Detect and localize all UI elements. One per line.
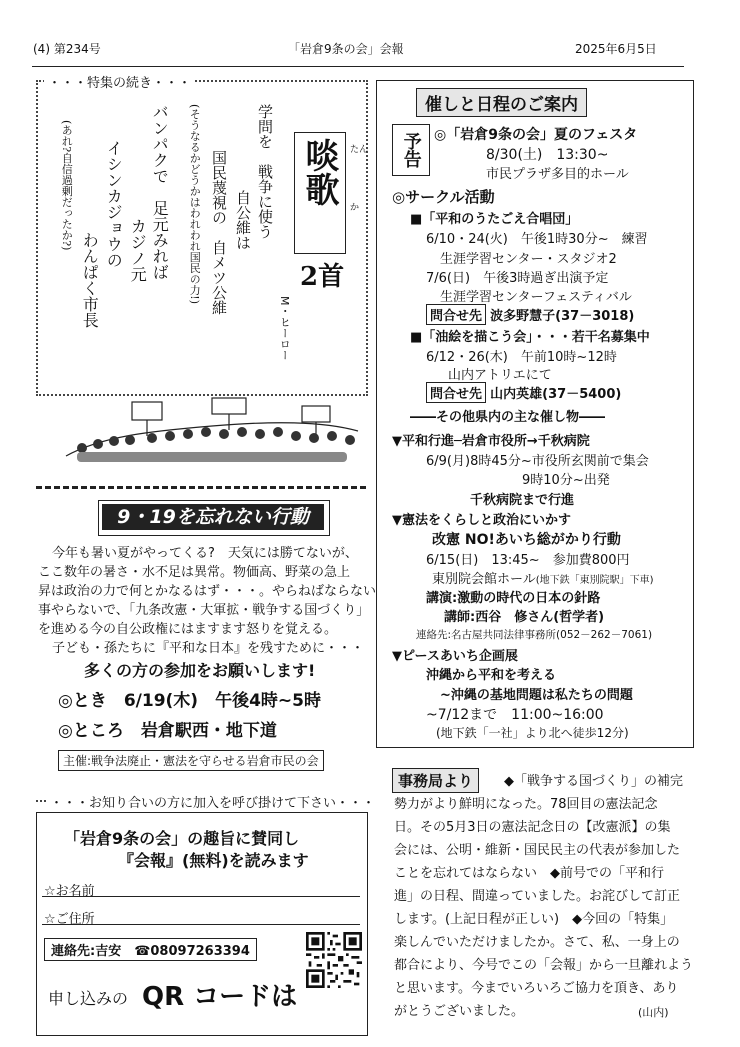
notice-badge: 予告 [392,124,430,176]
poem-title-ruby-2: か [350,203,360,213]
action-title: 9・19を忘れない行動 [102,504,324,530]
office-line-6: 進」の日程、間違っていました。お詫びして訂正 [394,889,681,904]
poem1-line-2: 自公維は [234,190,252,250]
choir-contact: 波多野慧子(37－3018) [490,309,635,324]
address-field[interactable] [42,924,360,925]
name-field[interactable] [42,896,360,897]
fest-title: ◎「岩倉9条の会」夏のフェスタ [434,127,638,143]
office-label: 事務局より [392,768,479,793]
kenpo-line-1: 改憲 NO!あいち総がかり行動 [432,532,621,548]
office-line-5: ことを忘れてはならない ◆前号での「平和行 [394,866,664,881]
qr-caption-small: 申し込みの [48,989,129,1008]
poem-count: 2首 [300,262,345,292]
action-body-6: 子ども・孫たちに『平和な日本』を残すために・・・ [52,641,365,656]
action-body-3: 昇は政治の力で何とかなるはず・・・。やらねばならない [38,584,377,599]
contact-tag: 問合せ先 [426,382,486,403]
office-line-10: と思います。今までいろいろご協力を頂き、あり [394,981,679,996]
kenpo-line-5: 講師:西谷 修さん(哲学者) [444,610,605,625]
choir-title: ■「平和のうたごえ合唱団」 [410,212,579,227]
join-heading-2: 『会報』(無料)を読みます [118,851,309,870]
choir-line-2: 生涯学習センター・スタジオ2 [440,252,617,267]
action-title-frame [98,500,330,536]
office-line-1: ◆「戦争する国づくり」の補完 [504,774,683,789]
action-where: ◎ところ 岩倉駅西・地下道 [58,721,277,741]
issue-date: 2025年6月5日 [575,42,657,56]
qr-caption-big: QR コードは [142,982,298,1012]
kenpo-line-2: 6/15(日) 13:45~ 参加費800円 [426,553,630,568]
office-line-8: 楽しんでいただけましたか。さて、私、一身上の [394,935,680,950]
newsletter-title: 「岩倉9条の会」会報 [288,42,404,56]
office-line-2: 勢力がより鮮明になった。78回目の憲法記念 [394,797,658,812]
circle-heading: ◎サークル活動 [392,188,495,206]
peace-line-3: ~7/12まで 11:00~16:00 [426,707,604,723]
other-events-heading: ――その他県内の主な催し物―― [410,410,606,425]
office-line-3: 日。その5月3日の憲法記念日の【改憲派】の集 [394,820,671,835]
contact-tag: 問合せ先 [426,304,486,325]
qr-code[interactable] [306,932,362,988]
poem1-line-3: 国民蔑視の 自メツ公維 [210,150,228,315]
paint-contact-row [426,382,621,403]
kenpo-venue [432,568,654,587]
march-line-2: 9時10分~出発 [522,473,610,488]
poem2-note: (あれ?自信過剰だったか?) [60,120,74,251]
poem-author: M・ヒーロー [278,296,292,361]
poem2-line-2: カジノ元 [128,218,148,282]
choir-line-4: 生涯学習センターフェスティバル [440,290,632,305]
office-line-4: 会には、公明・維新・国民民主の代表が参加した [394,843,681,858]
kenpo-line-6: 連絡先:名古屋共同法律事務所(052－262－7061) [416,629,653,641]
action-when: ◎とき 6/19(木) 午後4時~5時 [58,691,321,711]
peace-line-1: 沖縄から平和を考える [426,668,557,683]
name-label: ☆お名前 [44,884,95,899]
kenpo-title: ▼憲法をくらしと政治にいかす [392,513,571,528]
action-body-5: を進める今の自公政権にはますます怒りを覚える。 [38,622,338,637]
feature-label: ・・・特集の続き・・・ [44,72,195,91]
peace-line-4: (地下鉄「一社」より北へ徒歩12分) [436,726,629,740]
page-number: (4) 第234号 [33,42,101,56]
fest-venue: 市民プラザ多目的ホール [486,167,629,182]
paint-title: ■「油絵を描こう会」・・・若干名募集中 [410,330,650,345]
peace-title: ▼ピースあいち企画展 [392,649,518,664]
march-line-1: 6/9(月)8時45分~市役所玄関前で集会 [426,454,649,469]
poem-title: 啖歌 [299,138,339,206]
kenpo-line-4: 講演:激動の時代の日本の針路 [426,591,601,606]
action-body-1: 今年も暑い夏がやってくる? 天気には勝てないが、 [52,546,358,561]
action-body-2: ここ数年の暑さ・水不足は異常。物価高、野菜の急上 [38,565,351,580]
action-body-4: 事やらないで、「九条改憲・大軍拡・戦争する国づくり」 [38,603,370,618]
join-contact: 連絡先:吉安 ☎08097263394 [44,938,257,961]
kenpo-line-3: 東別院会館ホール [432,572,536,587]
choir-line-1: 6/10・24(火) 午後1時30分~ 練習 [426,232,648,247]
poem2-line-1: バンパクで 足元みれば [150,104,170,280]
office-signature: (山内) [638,1006,669,1019]
choir-line-3: 7/6(日) 午後3時過ぎ出演予定 [426,271,609,286]
march-title: ▼平和行進─岩倉市役所→千秋病院 [392,434,590,449]
demonstration-illustration [62,396,362,466]
peace-line-2: ~沖縄の基地問題は私たちの問題 [440,688,633,703]
section-divider [36,486,366,489]
action-sponsor: 主催:戦争法廃止・憲法を守らせる岩倉市民の会 [58,750,324,771]
events-title: 催しと日程のご案内 [416,88,587,117]
office-line-9: 都合により、今号でこの「会報」から一旦離れよう [394,958,694,973]
join-label: ・・・お知り合いの方に加入を呼び掛けて下さい・・・ [46,792,379,811]
join-heading-1: 「岩倉9条の会」の趣旨に賛同し [64,829,300,848]
action-appeal: 多くの方の参加をお願いします! [84,661,316,680]
choir-contact-row [426,304,634,325]
fest-date: 8/30(土) 13:30~ [486,147,609,163]
paint-line-2: 山内アトリエにて [448,368,552,383]
kenpo-line-3b: (地下鉄「東別院駅」下車) [535,575,654,586]
office-line-7: します。(上記日程が正しい) ◆今回の「特集」 [394,912,674,927]
header-rule [32,66,684,67]
office-line-11: がとうございました。 [394,1004,525,1019]
march-line-3: 千秋病院まで行進 [470,493,575,508]
poem2-line-3: イシンカジョウの [104,140,124,268]
poem-title-ruby-1: たん [350,145,369,155]
address-label: ☆ご住所 [44,912,95,927]
poem1-line-1: 学問を 戦争に使う [256,104,274,239]
paint-contact: 山内英雄(37－5400) [490,387,622,402]
poem2-line-4: わんぱく市長 [80,232,100,328]
poem1-note: (そうなるかどうかはわれわれ国民の力!) [188,104,202,305]
paint-line-1: 6/12・26(木) 午前10時~12時 [426,350,617,365]
